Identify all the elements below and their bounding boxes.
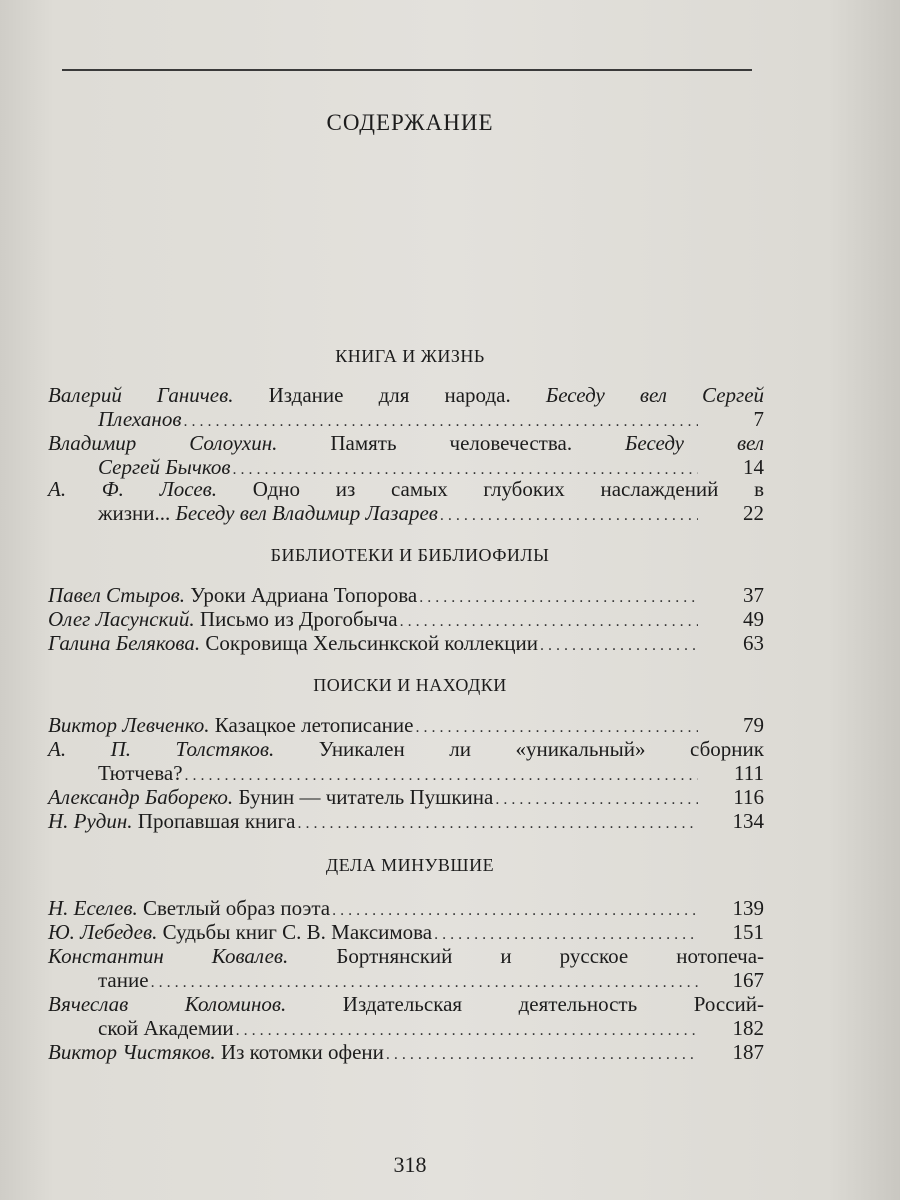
page-ref: 14 xyxy=(743,455,764,479)
leader-dots xyxy=(540,634,698,658)
page-ref: 79 xyxy=(743,713,764,737)
section-heading: БИБЛИОТЕКИ И БИБЛИОФИЛЫ xyxy=(270,545,550,565)
page-ref: 7 xyxy=(753,407,764,431)
page-number: 318 xyxy=(393,1152,427,1177)
toc-entry: Владимир Солоухин. Память человечества. Беседу вел Сергей Бычков . . . 14 xyxy=(48,431,764,479)
page-ref: 37 xyxy=(743,583,764,607)
page-ref: 22 xyxy=(743,501,764,525)
toc-entry: Виктор Левченко. Казацкое летописание . . . 79 А. П. Толстяков. Уникален ли «уникальный» сборник Тютчева? . . . 111 Александр Бабореко. Бунин — читатель Пушкина . . . 116 Н. Рудин. Пропавшая книга . . . 134 xyxy=(48,713,764,833)
section-heading: ДЕЛА МИНУВШИЕ xyxy=(325,855,495,875)
page-ref: 49 xyxy=(743,607,764,631)
section-heading: ПОИСКИ И НАХОДКИ xyxy=(313,675,507,695)
page-title: СОДЕРЖАНИЕ xyxy=(326,110,494,135)
page-ref: 167 xyxy=(732,968,764,992)
page-ref: 139 xyxy=(732,896,764,920)
page-ref: 111 xyxy=(734,761,764,785)
leader-dots xyxy=(386,1043,698,1067)
toc-entry: Павел Стыров. Уроки Адриана Топорова . . . 37 Олег Ласунский. Письмо из Дрогобыча . . . 49 Галина Белякова. Сокровища Хельсинкской коллекции . . . 63 xyxy=(48,583,764,655)
page-ref: 116 xyxy=(733,785,764,809)
page-ref: 182 xyxy=(732,1016,764,1040)
leader-dots xyxy=(440,504,698,528)
page-ref: 151 xyxy=(732,920,764,944)
leader-dots xyxy=(297,812,698,836)
toc-entry: Валерий Ганичев. Издание для народа. Беседу вел Сергей Плеханов . . . 7 xyxy=(48,383,764,431)
toc-entry: Н. Еселев. Светлый образ поэта . . . 139 Ю. Лебедев. Судьбы книг С. В. Максимова . . . 151 Константин Ковалев. Бортнянский и русское нотопеча- тание . . . 167 Вячеслав Коломинов. Издательская деятельность Россий- ской Академии . . . 182 Виктор Чистяков. Из котомки офени . . . 187 xyxy=(48,896,764,1064)
section-heading: КНИГА И ЖИЗНЬ xyxy=(335,346,485,366)
page-ref: 63 xyxy=(743,631,764,655)
page-ref: 187 xyxy=(732,1040,764,1064)
page-ref: 134 xyxy=(732,809,764,833)
toc-entry: А. Ф. Лосев. Одно из самых глубоких наслаждений в жизни... Беседу вел Владимир Лазарев . . . 22 xyxy=(48,477,764,525)
top-rule xyxy=(62,69,752,71)
